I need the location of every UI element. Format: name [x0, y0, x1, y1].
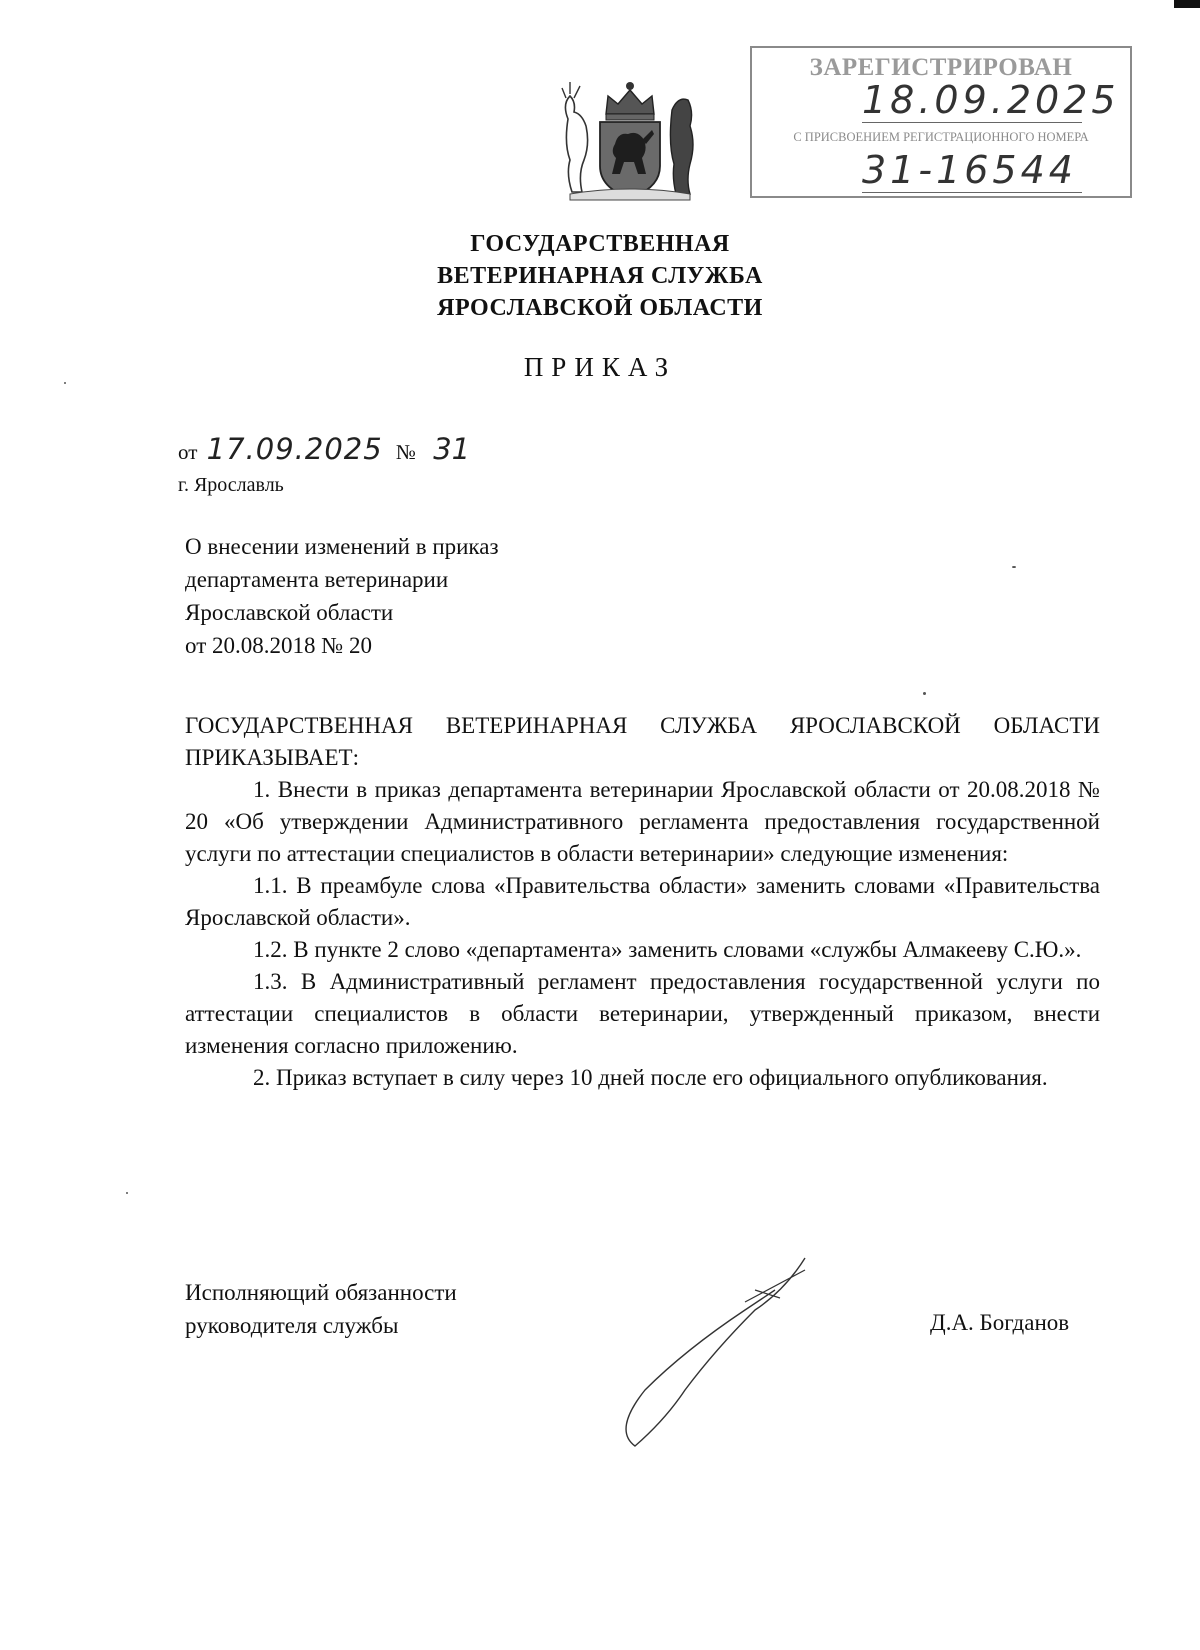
- position-line-2: руководителя службы: [185, 1313, 399, 1338]
- clause-1-3: 1.3. В Административный регламент предоставления государственной услуги по аттестации специалистов в области ветеринарии, утвержденный приказом, внести изменения согласно приложению.: [185, 969, 1100, 1058]
- document-type: ПРИКАЗ: [523, 352, 677, 382]
- signatory-position: [185, 1276, 457, 1342]
- registration-stamp: [750, 46, 1132, 198]
- clause-1: 1. Внести в приказ департамента ветеринарии Ярославской области от 20.08.2018 № 20 «Об утверждении Административного регламента предоставления государственной услуги по аттестации специалистов в области ветеринарии» следующие изменения:: [185, 777, 1100, 866]
- organization-name: [0, 228, 1200, 324]
- stamp-title: ЗАРЕГИСТРИРОВАН: [809, 54, 1073, 81]
- scan-speck: [64, 382, 66, 384]
- position-line-1: Исполняющий обязанности: [185, 1280, 457, 1305]
- stamp-date: 18.09.2025: [862, 78, 1120, 122]
- order-subject: [185, 530, 499, 662]
- org-line-2: ВЕТЕРИНАРНАЯ СЛУЖБА: [437, 263, 763, 289]
- order-date: 17.09.2025: [206, 432, 383, 466]
- org-line-3: ЯРОСЛАВСКОЙ ОБЛАСТИ: [437, 295, 763, 321]
- signatory-name: Д.А. Богданов: [930, 1310, 1070, 1335]
- scan-edge-mark: [1174, 0, 1200, 8]
- order-body: [185, 710, 1100, 1094]
- handwritten-signature: [605, 1250, 835, 1450]
- scan-speck: [126, 1192, 128, 1194]
- order-number: 31: [433, 432, 471, 466]
- city: г. Ярославль: [178, 474, 284, 496]
- number-label: №: [395, 440, 416, 464]
- scan-speck: [1012, 566, 1016, 568]
- clause-1-2: 1.2. В пункте 2 слово «департамента» заменить словами «службы Алмакееву С.Ю.».: [253, 937, 1082, 962]
- clause-2: 2. Приказ вступает в силу через 10 дней после его официального опубликования.: [253, 1065, 1048, 1090]
- stamp-registration-number: 31-16544: [862, 148, 1082, 193]
- subject-line-3: Ярославской области: [185, 600, 394, 625]
- subject-line-1: О внесении изменений в приказ: [185, 534, 499, 559]
- order-date-number: [178, 432, 470, 466]
- clause-1-1: 1.1. В преамбуле слова «Правительства области» заменить словами «Правительства Ярославской области».: [185, 873, 1100, 930]
- subject-line-2: департамента ветеринарии: [185, 567, 449, 592]
- date-prefix: от: [178, 440, 198, 464]
- scan-speck: [923, 692, 926, 695]
- stamp-subtitle: С ПРИСВОЕНИЕМ РЕГИСТРАЦИОННОГО НОМЕРА: [793, 130, 1089, 144]
- coat-of-arms-emblem: [560, 74, 700, 204]
- preamble: ГОСУДАРСТВЕННАЯ ВЕТЕРИНАРНАЯ СЛУЖБА ЯРОСЛАВСКОЙ ОБЛАСТИ ПРИКАЗЫВАЕТ:: [185, 713, 1100, 770]
- subject-line-4: от 20.08.2018 № 20: [185, 633, 372, 658]
- org-line-1: ГОСУДАРСТВЕННАЯ: [470, 231, 730, 257]
